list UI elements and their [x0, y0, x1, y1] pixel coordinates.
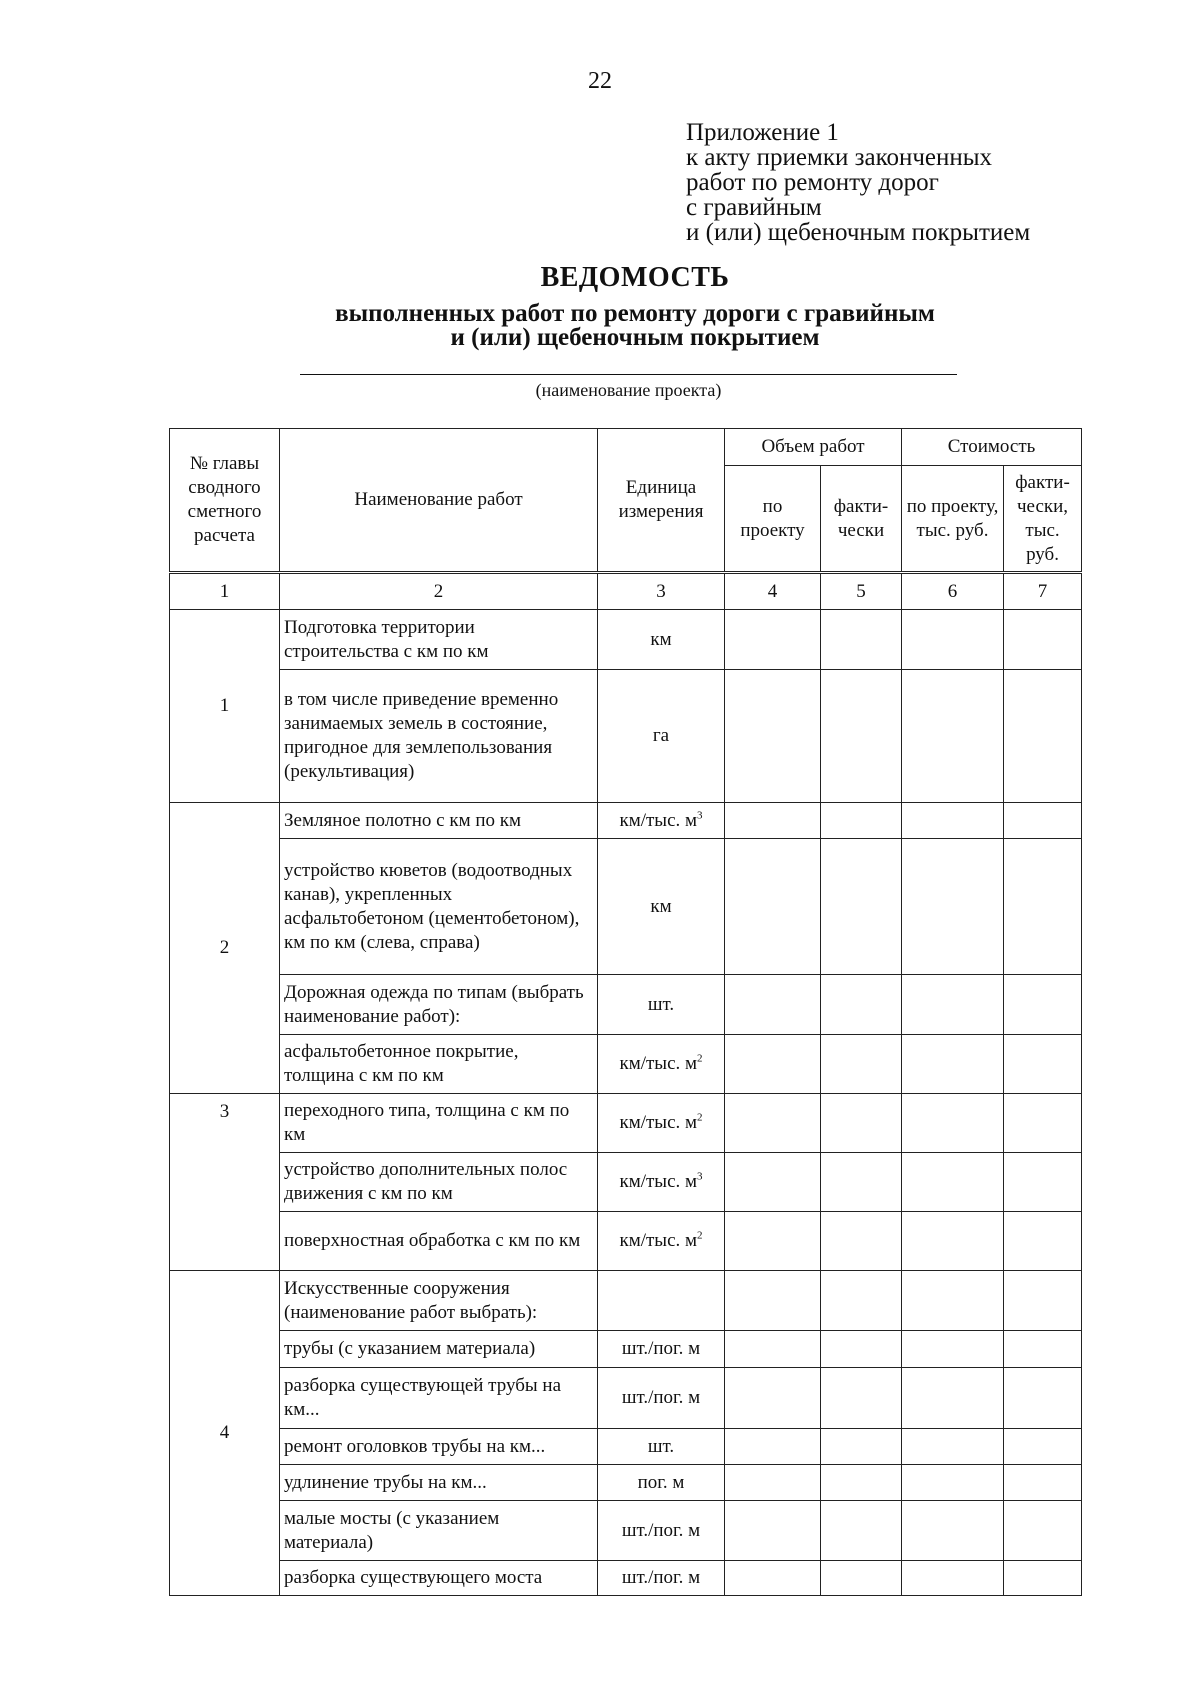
project-name-caption: (наименование проекта)	[535, 380, 722, 400]
work-unit	[598, 1271, 725, 1331]
volume-plan-cell	[725, 1212, 821, 1271]
cost-fact-cell	[1004, 1501, 1082, 1561]
volume-plan-cell	[725, 1035, 821, 1094]
table-row	[170, 1465, 1082, 1501]
table-row	[170, 1271, 1082, 1331]
unit-text: км/тыс. м	[619, 1053, 698, 1074]
work-unit	[598, 1331, 725, 1368]
appendix-line: Приложение 1	[686, 119, 839, 146]
header-volume-plan: по проекту	[725, 466, 821, 573]
chapter-number: 2	[170, 803, 280, 1094]
cost-fact-cell	[1004, 1331, 1082, 1368]
column-number: 4	[725, 573, 821, 610]
header-volume-fact: факти-чески	[821, 466, 902, 573]
unit-text: шт.	[647, 993, 675, 1015]
unit-exponent: 3	[697, 1170, 703, 1183]
volume-fact-cell	[821, 1368, 902, 1429]
work-unit	[598, 803, 725, 839]
volume-plan-cell	[725, 839, 821, 975]
unit-text: шт.	[647, 1435, 675, 1457]
table-row	[170, 1368, 1082, 1429]
unit-exponent: 2	[697, 1052, 703, 1065]
cost-fact-cell	[1004, 1035, 1082, 1094]
work-name: разборка существующего моста	[280, 1561, 598, 1596]
volume-fact-cell	[821, 803, 902, 839]
work-name: малые мосты (с указанием материала)	[280, 1501, 598, 1561]
cost-plan-cell	[902, 839, 1004, 975]
unit-exponent: 2	[697, 1111, 703, 1124]
work-unit	[598, 1212, 725, 1271]
cost-plan-cell	[902, 975, 1004, 1035]
work-name: разборка существующей трубы на км...	[280, 1368, 598, 1429]
unit-text: км/тыс. м	[619, 1112, 698, 1133]
column-number: 1	[170, 573, 280, 610]
cost-plan-cell	[902, 1331, 1004, 1368]
table-row	[170, 670, 1082, 803]
table-row	[170, 1094, 1082, 1153]
work-unit	[598, 1465, 725, 1501]
cost-fact-cell	[1004, 610, 1082, 670]
unit-text: км	[650, 895, 672, 917]
volume-plan-cell	[725, 1501, 821, 1561]
cost-plan-cell	[902, 1429, 1004, 1465]
work-name: ремонт оголовков трубы на км...	[280, 1429, 598, 1465]
volume-plan-cell	[725, 1153, 821, 1212]
work-name: Подготовка территории строительства с км по км	[280, 610, 598, 670]
cost-plan-cell	[902, 1561, 1004, 1596]
table-row	[170, 1561, 1082, 1596]
header-unit: Единица измерения	[598, 429, 725, 573]
appendix-line: работ по ремонту дорог	[686, 169, 939, 196]
cost-plan-cell	[902, 1465, 1004, 1501]
column-number: 6	[902, 573, 1004, 610]
document-title: ВЕДОМОСТЬ	[540, 262, 730, 293]
volume-fact-cell	[821, 975, 902, 1035]
work-unit	[598, 1153, 725, 1212]
table-row	[170, 610, 1082, 670]
unit-text: шт./пог. м	[621, 1519, 701, 1541]
work-unit	[598, 670, 725, 803]
chapter-number: 4	[170, 1271, 280, 1596]
unit-text: км	[650, 628, 672, 650]
table-row	[170, 839, 1082, 975]
volume-fact-cell	[821, 1094, 902, 1153]
volume-fact-cell	[821, 1561, 902, 1596]
header-cost-plan: по проекту, тыс. руб.	[902, 466, 1004, 573]
header-cost: Стоимость	[902, 429, 1082, 466]
cost-fact-cell	[1004, 803, 1082, 839]
volume-fact-cell	[821, 1212, 902, 1271]
cost-fact-cell	[1004, 1561, 1082, 1596]
cost-fact-cell	[1004, 670, 1082, 803]
volume-plan-cell	[725, 1271, 821, 1331]
cost-plan-cell	[902, 1212, 1004, 1271]
volume-plan-cell	[725, 1368, 821, 1429]
table-row	[170, 1212, 1082, 1271]
table-row	[170, 1153, 1082, 1212]
header-work-name: Наименование работ	[280, 429, 598, 573]
chapter-number: 1	[170, 610, 280, 803]
cost-plan-cell	[902, 1501, 1004, 1561]
work-name: Земляное полотно с км по км	[280, 803, 598, 839]
work-unit	[598, 839, 725, 975]
volume-plan-cell	[725, 975, 821, 1035]
work-name: Дорожная одежда по типам (выбрать наименование работ):	[280, 975, 598, 1035]
unit-text: пог. м	[637, 1471, 685, 1493]
volume-plan-cell	[725, 803, 821, 839]
volume-fact-cell	[821, 1429, 902, 1465]
work-name: устройство кюветов (водоотводных канав), укрепленных асфальтобетоном (цементобетоном), км по км (слева, справа)	[280, 839, 598, 975]
volume-plan-cell	[725, 670, 821, 803]
subtitle-line: и (или) щебеночным покрытием	[450, 324, 820, 351]
volume-plan-cell	[725, 1429, 821, 1465]
cost-fact-cell	[1004, 1271, 1082, 1331]
unit-text: шт./пог. м	[621, 1567, 701, 1588]
table-row	[170, 1331, 1082, 1368]
table-row	[170, 1035, 1082, 1094]
table-row	[170, 1501, 1082, 1561]
work-name: устройство дополнительных полос движения с км по км	[280, 1153, 598, 1212]
work-unit	[598, 1561, 725, 1596]
table-row	[170, 803, 1082, 839]
unit-text: км/тыс. м	[619, 1230, 698, 1251]
work-unit	[598, 610, 725, 670]
unit-text: га	[652, 725, 670, 746]
volume-fact-cell	[821, 1465, 902, 1501]
work-name: трубы (с указанием материала)	[280, 1331, 598, 1368]
document-subtitle	[0, 302, 1200, 350]
volume-plan-cell	[725, 1094, 821, 1153]
project-name-line	[300, 374, 957, 375]
table-row	[170, 975, 1082, 1035]
volume-plan-cell	[725, 1465, 821, 1501]
page-number: 22	[588, 68, 612, 94]
work-unit	[598, 975, 725, 1035]
work-name: в том числе приведение временно занимаемых земель в состояние, пригодное для землепользования (рекультивация)	[280, 670, 598, 803]
unit-text: шт./пог. м	[621, 1338, 701, 1359]
chapter-number: 3	[170, 1094, 280, 1271]
cost-fact-cell	[1004, 1212, 1082, 1271]
cost-fact-cell	[1004, 975, 1082, 1035]
appendix-line: с гравийным	[686, 194, 822, 221]
volume-fact-cell	[821, 1501, 902, 1561]
header-volume: Объем работ	[725, 429, 902, 466]
volume-fact-cell	[821, 1271, 902, 1331]
work-name: переходного типа, толщина с км по км	[280, 1094, 598, 1153]
column-number: 5	[821, 573, 902, 610]
work-unit	[598, 1429, 725, 1465]
cost-fact-cell	[1004, 1429, 1082, 1465]
unit-text: км/тыс. м	[619, 809, 698, 831]
work-name: Искусственные сооружения (наименование работ выбрать):	[280, 1271, 598, 1331]
cost-fact-cell	[1004, 1465, 1082, 1501]
cost-fact-cell	[1004, 839, 1082, 975]
unit-exponent: 2	[697, 1229, 703, 1242]
appendix-note	[686, 120, 1030, 245]
works-table	[169, 428, 1082, 1596]
column-number: 3	[598, 573, 725, 610]
cost-plan-cell	[902, 803, 1004, 839]
column-number: 2	[280, 573, 598, 610]
work-unit	[598, 1368, 725, 1429]
volume-fact-cell	[821, 1331, 902, 1368]
appendix-line: и (или) щебеночным покрытием	[686, 219, 1031, 246]
subtitle-line: выполненных работ по ремонту дороги с гравийным	[335, 300, 935, 327]
unit-text: км/тыс. м	[619, 1171, 698, 1192]
volume-plan-cell	[725, 1331, 821, 1368]
cost-plan-cell	[902, 1035, 1004, 1094]
work-unit	[598, 1035, 725, 1094]
volume-fact-cell	[821, 670, 902, 803]
work-name: поверхностная обработка с км по км	[280, 1212, 598, 1271]
cost-plan-cell	[902, 1153, 1004, 1212]
volume-fact-cell	[821, 1153, 902, 1212]
cost-plan-cell	[902, 1094, 1004, 1153]
cost-fact-cell	[1004, 1094, 1082, 1153]
unit-text: шт./пог. м	[621, 1387, 701, 1408]
cost-plan-cell	[902, 1368, 1004, 1429]
work-name: асфальтобетонное покрытие, толщина с км по км	[280, 1035, 598, 1094]
volume-plan-cell	[725, 610, 821, 670]
cost-plan-cell	[902, 610, 1004, 670]
work-name: удлинение трубы на км...	[280, 1465, 598, 1501]
volume-fact-cell	[821, 610, 902, 670]
header-cost-fact: факти-чески, тыс. руб.	[1004, 466, 1082, 573]
cost-plan-cell	[902, 670, 1004, 803]
work-unit	[598, 1501, 725, 1561]
appendix-line: к акту приемки законченных	[686, 144, 993, 171]
cost-plan-cell	[902, 1271, 1004, 1331]
cost-fact-cell	[1004, 1153, 1082, 1212]
work-unit	[598, 1094, 725, 1153]
volume-plan-cell	[725, 1561, 821, 1596]
table-row	[170, 1429, 1082, 1465]
cost-fact-cell	[1004, 1368, 1082, 1429]
column-number: 7	[1004, 573, 1082, 610]
volume-fact-cell	[821, 839, 902, 975]
volume-fact-cell	[821, 1035, 902, 1094]
unit-exponent: 3	[697, 809, 703, 822]
header-chapter: № главы сводного сметного расчета	[170, 429, 280, 573]
